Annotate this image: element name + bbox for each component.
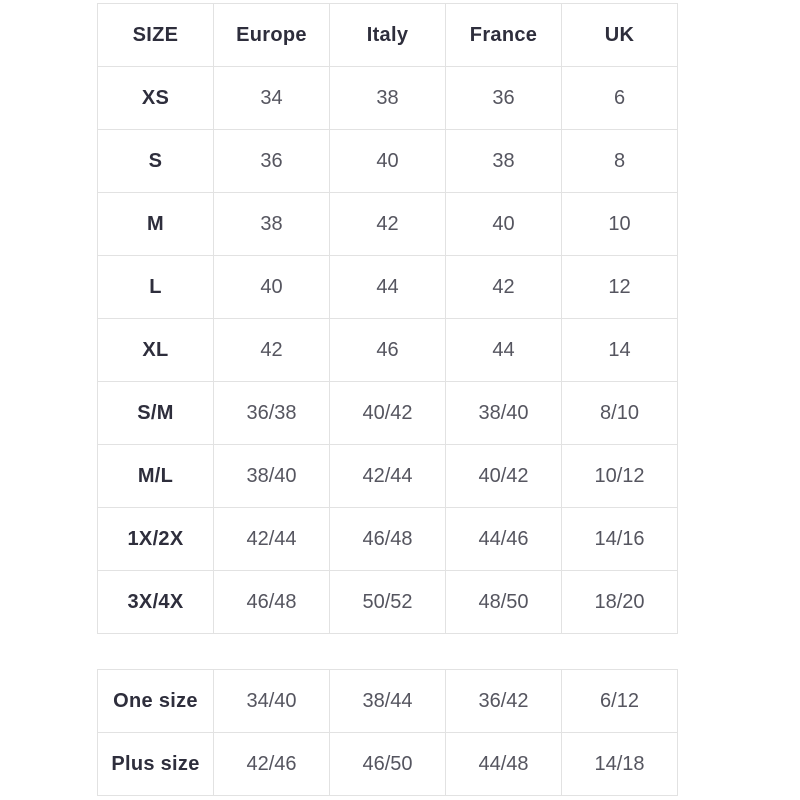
size-value-cell: 36/38 bbox=[214, 382, 330, 445]
size-value-cell: 14 bbox=[562, 319, 678, 382]
size-value-cell: 12 bbox=[562, 256, 678, 319]
size-label-cell: S bbox=[98, 130, 214, 193]
special-size-table bbox=[97, 669, 678, 796]
size-value-cell: 42/44 bbox=[330, 445, 446, 508]
size-value-cell: 42/44 bbox=[214, 508, 330, 571]
size-value-cell: 6/12 bbox=[562, 670, 678, 733]
size-value-cell: 14/18 bbox=[562, 733, 678, 796]
size-value-cell: 44 bbox=[446, 319, 562, 382]
size-value-cell: 38/44 bbox=[330, 670, 446, 733]
size-value-cell: 38/40 bbox=[214, 445, 330, 508]
size-value-cell: 10 bbox=[562, 193, 678, 256]
column-header: SIZE bbox=[98, 4, 214, 67]
size-value-cell: 40/42 bbox=[330, 382, 446, 445]
size-label-cell: M bbox=[98, 193, 214, 256]
size-value-cell: 44/46 bbox=[446, 508, 562, 571]
size-value-cell: 42 bbox=[214, 319, 330, 382]
size-label-cell: M/L bbox=[98, 445, 214, 508]
table-row bbox=[98, 319, 678, 382]
size-label-cell: 3X/4X bbox=[98, 571, 214, 634]
size-value-cell: 40 bbox=[446, 193, 562, 256]
table-row bbox=[98, 193, 678, 256]
table-row bbox=[98, 256, 678, 319]
size-label-cell: L bbox=[98, 256, 214, 319]
size-value-cell: 50/52 bbox=[330, 571, 446, 634]
size-value-cell: 44/48 bbox=[446, 733, 562, 796]
size-label-cell: One size bbox=[98, 670, 214, 733]
size-value-cell: 44 bbox=[330, 256, 446, 319]
header-row bbox=[98, 4, 678, 67]
size-guide bbox=[97, 3, 678, 796]
size-value-cell: 40/42 bbox=[446, 445, 562, 508]
size-conversion-table bbox=[97, 3, 678, 634]
size-value-cell: 46 bbox=[330, 319, 446, 382]
size-value-cell: 46/48 bbox=[214, 571, 330, 634]
size-value-cell: 8/10 bbox=[562, 382, 678, 445]
table-row bbox=[98, 445, 678, 508]
table-row bbox=[98, 571, 678, 634]
size-value-cell: 6 bbox=[562, 67, 678, 130]
size-value-cell: 40 bbox=[330, 130, 446, 193]
table-row bbox=[98, 733, 678, 796]
size-label-cell: Plus size bbox=[98, 733, 214, 796]
table-row bbox=[98, 382, 678, 445]
size-value-cell: 34/40 bbox=[214, 670, 330, 733]
size-value-cell: 8 bbox=[562, 130, 678, 193]
size-value-cell: 46/48 bbox=[330, 508, 446, 571]
size-value-cell: 34 bbox=[214, 67, 330, 130]
column-header: Europe bbox=[214, 4, 330, 67]
size-table-header bbox=[98, 4, 678, 67]
size-label-cell: XL bbox=[98, 319, 214, 382]
size-value-cell: 42 bbox=[446, 256, 562, 319]
column-header: France bbox=[446, 4, 562, 67]
size-value-cell: 38 bbox=[330, 67, 446, 130]
size-label-cell: XS bbox=[98, 67, 214, 130]
table-row bbox=[98, 130, 678, 193]
size-value-cell: 18/20 bbox=[562, 571, 678, 634]
size-value-cell: 36 bbox=[214, 130, 330, 193]
size-value-cell: 36 bbox=[446, 67, 562, 130]
size-value-cell: 42 bbox=[330, 193, 446, 256]
size-value-cell: 38 bbox=[446, 130, 562, 193]
size-table-body bbox=[98, 67, 678, 634]
table-row bbox=[98, 508, 678, 571]
size-value-cell: 36/42 bbox=[446, 670, 562, 733]
size-value-cell: 38 bbox=[214, 193, 330, 256]
size-label-cell: S/M bbox=[98, 382, 214, 445]
size-value-cell: 42/46 bbox=[214, 733, 330, 796]
column-header: Italy bbox=[330, 4, 446, 67]
size-label-cell: 1X/2X bbox=[98, 508, 214, 571]
column-header: UK bbox=[562, 4, 678, 67]
size-value-cell: 14/16 bbox=[562, 508, 678, 571]
table-row bbox=[98, 67, 678, 130]
special-size-table-body bbox=[98, 670, 678, 796]
size-value-cell: 48/50 bbox=[446, 571, 562, 634]
size-value-cell: 10/12 bbox=[562, 445, 678, 508]
size-value-cell: 38/40 bbox=[446, 382, 562, 445]
size-value-cell: 46/50 bbox=[330, 733, 446, 796]
table-row bbox=[98, 670, 678, 733]
size-value-cell: 40 bbox=[214, 256, 330, 319]
